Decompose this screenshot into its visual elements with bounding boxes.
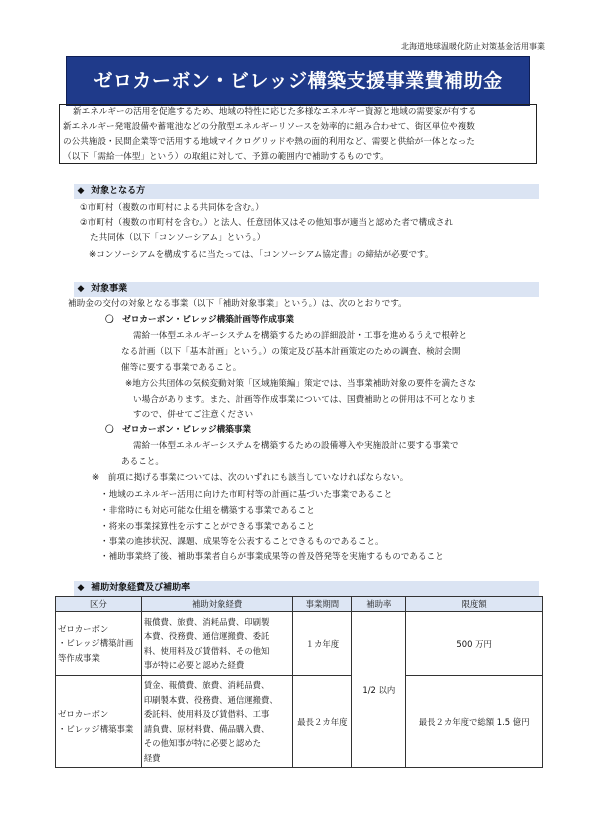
cell-text: その他知事が特に必要と認めた <box>143 738 262 748</box>
cell-text: 請負費、原材料費、備品購入費、 <box>143 723 270 734</box>
cell-text: 事が特に必要と認めた経費 <box>143 660 245 670</box>
period-cell: 最長２カ年度 <box>293 676 352 768</box>
cell-text: ゼロカーボン <box>58 709 109 719</box>
column-header: 区分 <box>56 597 142 612</box>
table-header-row <box>56 597 543 612</box>
cell-text: ゼロカーボン <box>58 623 109 634</box>
diamond-icon: ◆ <box>77 284 85 294</box>
column-header: 事業期間 <box>293 597 352 612</box>
project-lead: 補助金の交付の対象となる事業（以下「補助対象事業」という。）は、次のとおりです。 <box>68 299 407 309</box>
subsection-text: あること。 <box>121 457 164 467</box>
condition-item: ・事業の進捗状況、課題、成果等を公表することできるものであること。 <box>100 537 384 547</box>
header-note: 北海道地球温暖化防止対策基金活用事業 <box>401 42 545 51</box>
cell-text: ・ビレッジ構築事業 <box>58 723 134 734</box>
category-cell <box>56 676 142 768</box>
column-header: 補助対象経費 <box>141 597 293 612</box>
plan-note: ※地方公共団体の気候変動対策「区域施策編」策定では、当事業補助対象の要件を満たさな <box>125 379 476 389</box>
condition-item: ・地域のエネルギー活用に向けた市町村等の計画に基づいた事業であること <box>100 490 393 500</box>
table-row <box>56 676 543 768</box>
section-expenses-heading <box>74 581 539 596</box>
consortium-note: ※コンソーシアムを構成するに当たっては、「コンソーシアム協定書」の締結が必要です。 <box>89 250 434 260</box>
intro-line: 新エネルギー発電設備や蓄電池などの分散型エネルギーリソースを効率的に組み合わせて、街区単位や複数 <box>63 122 475 132</box>
subsection-title: 〇 ゼロカーボン・ビレッジ構築事業 <box>105 425 252 435</box>
subsection-text: 催等に要する事業であること。 <box>121 363 242 373</box>
subsection-text: 需給一体型エネルギーシステムを構築するための設備導入や実施設計に要する事業で <box>133 441 459 451</box>
cell-text: 本費、役務費、通信運搬費、委託 <box>143 631 270 641</box>
limit-cell: 500 万円 <box>406 612 543 676</box>
intro-box <box>59 104 537 164</box>
target-item: ①市町村（複数の市町村による共同体を含む。） <box>80 203 264 213</box>
cell-text: 印刷製本費、役務費、通信運搬費、 <box>143 694 278 705</box>
expenses-cell <box>141 612 293 676</box>
plan-note: すので、併せてご注意ください <box>133 410 254 420</box>
condition-item: ・非常時にも対応可能な仕組を構築する事業であること <box>100 506 315 516</box>
target-item: ②市町村（複数の市町村を含む。）と法人、任意団体又はその他知事が適当と認めた者で構成され <box>80 218 453 228</box>
intro-line: 新エネルギーの活用を促進するため、地域の特性に応じた多様なエネルギー資源と地域の需要家が有する <box>73 107 477 117</box>
diamond-icon: ◆ <box>77 583 85 593</box>
expense-table <box>55 596 543 768</box>
page-title: ゼロカーボン・ビレッジ構築支援事業費補助金 <box>66 56 530 106</box>
subsection-text: 需給一体型エネルギーシステムを構築するための詳細設計・工事を進めるうえで根幹と <box>133 331 468 341</box>
cell-text: 賃金、報償費、旅費、消耗品費、 <box>143 680 270 690</box>
intro-line: （以下「需給一体型」という）の取組に対して、予算の範囲内で補助するものです。 <box>63 152 389 162</box>
column-header: 補助率 <box>352 597 406 612</box>
condition-item: ・将来の事業採算性を示すことができる事業であること <box>100 522 315 532</box>
plan-note: い場合があります。また、計画等作成事業については、国費補助との併用は不可となりま <box>133 395 476 405</box>
diamond-icon: ◆ <box>77 186 85 196</box>
subsection-title: 〇 ゼロカーボン・ビレッジ構築計画等作成事業 <box>105 315 294 325</box>
intro-line: の公共施設・民間企業等で活用する地域マイクログリッドや熱の面的利用など、需要と供給が一体となった <box>63 137 475 147</box>
table-row <box>56 612 543 676</box>
expenses-cell <box>141 676 293 768</box>
condition-item: ・補助事業終了後、補助事業者自らが事業成果等の普及啓発等を実施するものであること <box>100 552 444 562</box>
conditions-lead: ※ 前項に掲げる事業については、次のいずれにも該当していなければならない。 <box>92 473 409 483</box>
cell-text: 委託料、使用料及び賃借料、工事 <box>143 709 270 719</box>
cell-text: ・ビレッジ構築計画 <box>58 638 134 649</box>
target-item: た共同体（以下「コンソーシアム」という。） <box>90 233 266 243</box>
section-title: 対象となる方 <box>91 186 146 196</box>
period-cell: １カ年度 <box>293 612 352 676</box>
subsection-text: なる計画（以下「基本計画」という。）の策定及び基本計画策定のための調査、検討会開 <box>121 347 461 357</box>
column-header: 限度額 <box>406 597 543 612</box>
cell-text: 料、使用料及び賃借料、その他知 <box>143 645 270 656</box>
limit-cell: 最長２カ年度で総額 1.5 億円 <box>406 676 543 768</box>
cell-text: 報償費、旅費、消耗品費、印刷製 <box>143 616 270 627</box>
cell-text: 等作成事業 <box>58 652 100 663</box>
rate-cell: 1/2 以内 <box>352 612 406 768</box>
section-target-heading <box>74 184 539 199</box>
category-cell <box>56 612 142 676</box>
section-title: 対象事業 <box>91 284 128 294</box>
cell-text: 経費 <box>143 752 161 763</box>
section-title: 補助対象経費及び補助率 <box>91 583 191 593</box>
section-project-heading <box>74 282 539 297</box>
